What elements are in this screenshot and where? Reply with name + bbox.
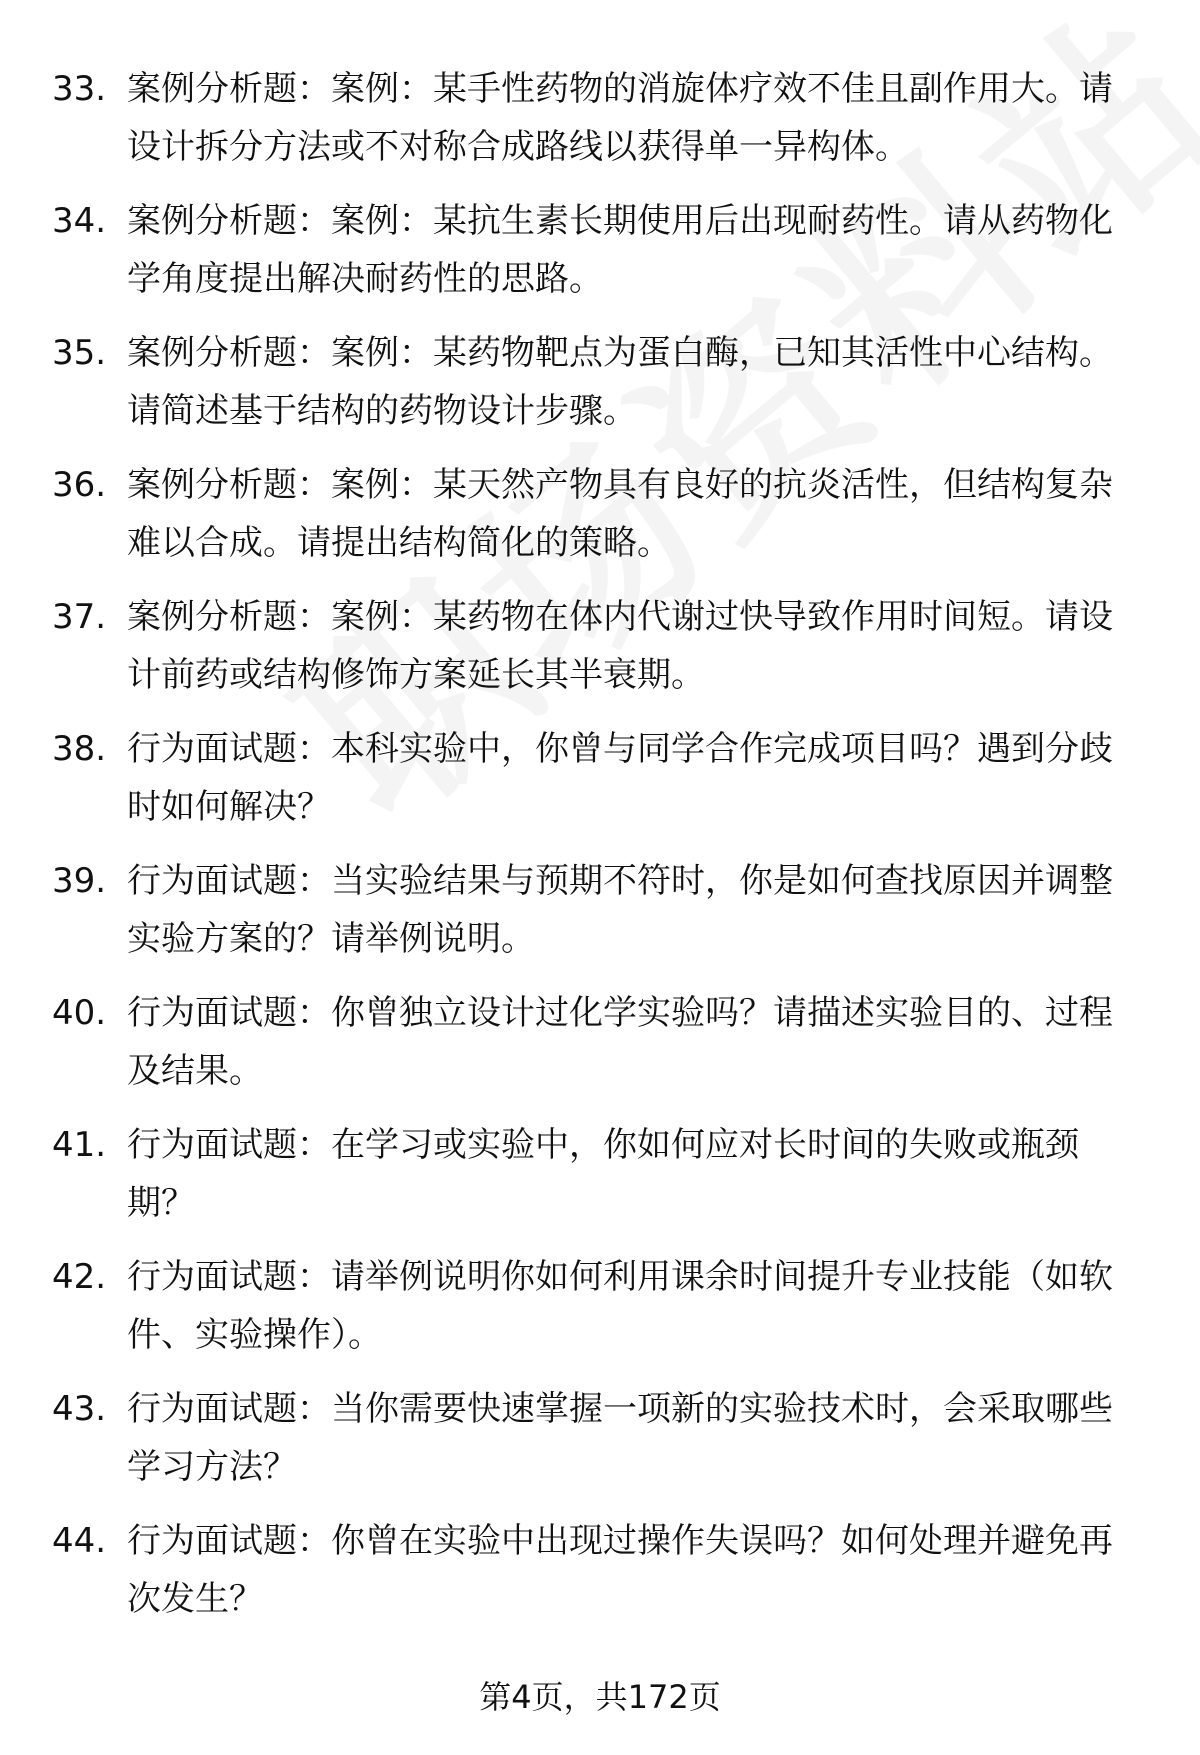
question-number: 42. bbox=[52, 1257, 107, 1297]
question-item bbox=[0, 588, 1200, 720]
question-text: 案例分析题：案例：某抗生素长期使用后出现耐药性。请从药物化学角度提出解决耐药性的思路。 bbox=[127, 201, 1113, 299]
question-number: 37. bbox=[52, 597, 107, 637]
question-item bbox=[0, 720, 1200, 852]
question-item bbox=[0, 60, 1200, 192]
question-text: 行为面试题：本科实验中，你曾与同学合作完成项目吗？遇到分歧时如何解决？ bbox=[127, 729, 1113, 827]
question-item bbox=[0, 1512, 1200, 1644]
question-text: 行为面试题：你曾独立设计过化学实验吗？请描述实验目的、过程及结果。 bbox=[127, 993, 1113, 1091]
question-number: 34. bbox=[52, 201, 107, 241]
question-item bbox=[0, 1380, 1200, 1512]
question-item bbox=[0, 984, 1200, 1116]
question-number: 43. bbox=[52, 1389, 107, 1429]
question-item bbox=[0, 1248, 1200, 1380]
question-number: 40. bbox=[52, 993, 107, 1033]
question-text: 行为面试题：当你需要快速掌握一项新的实验技术时，会采取哪些学习方法？ bbox=[127, 1389, 1113, 1487]
question-text: 案例分析题：案例：某药物靶点为蛋白酶，已知其活性中心结构。请简述基于结构的药物设计步骤。 bbox=[127, 333, 1113, 431]
question-item bbox=[0, 852, 1200, 984]
question-text: 行为面试题：请举例说明你如何利用课余时间提升专业技能（如软件、实验操作）。 bbox=[127, 1257, 1113, 1355]
question-text: 行为面试题：你曾在实验中出现过操作失误吗？如何处理并避免再次发生？ bbox=[127, 1521, 1113, 1619]
question-item bbox=[0, 324, 1200, 456]
page-indicator: 第4页，共172页 bbox=[479, 1678, 721, 1716]
question-item bbox=[0, 1116, 1200, 1248]
question-text: 行为面试题：当实验结果与预期不符时，你是如何查找原因并调整实验方案的？请举例说明。 bbox=[127, 861, 1113, 959]
question-number: 35. bbox=[52, 333, 107, 373]
question-text: 案例分析题：案例：某天然产物具有良好的抗炎活性，但结构复杂难以合成。请提出结构简化的策略。 bbox=[127, 465, 1113, 563]
question-text: 案例分析题：案例：某药物在体内代谢过快导致作用时间短。请设计前药或结构修饰方案延长其半衰期。 bbox=[127, 597, 1113, 695]
question-list bbox=[0, 60, 1200, 1644]
question-text: 行为面试题：在学习或实验中，你如何应对长时间的失败或瓶颈期？ bbox=[127, 1125, 1079, 1223]
question-number: 41. bbox=[52, 1125, 107, 1165]
question-number: 44. bbox=[52, 1521, 107, 1561]
question-item bbox=[0, 456, 1200, 588]
question-item bbox=[0, 192, 1200, 324]
question-number: 36. bbox=[52, 465, 107, 505]
question-number: 38. bbox=[52, 729, 107, 769]
question-number: 33. bbox=[52, 69, 107, 109]
question-number: 39. bbox=[52, 861, 107, 901]
question-text: 案例分析题：案例：某手性药物的消旋体疗效不佳且副作用大。请设计拆分方法或不对称合成路线以获得单一异构体。 bbox=[127, 69, 1113, 167]
